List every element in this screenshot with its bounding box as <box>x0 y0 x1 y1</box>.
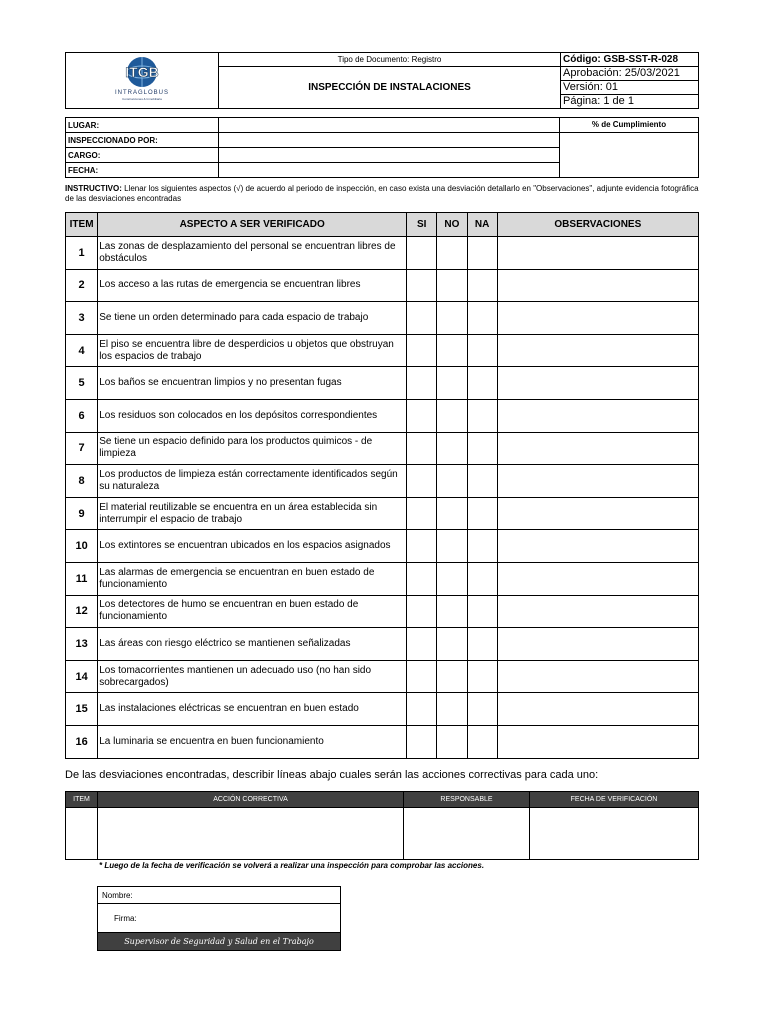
act-resp-cell[interactable] <box>404 808 530 860</box>
table-row <box>66 465 699 498</box>
na-checkbox[interactable] <box>467 595 497 628</box>
logo-name: INTRAGLOBUS <box>114 90 170 96</box>
observation-cell[interactable] <box>497 302 698 335</box>
aspect-text: El material reutilizable se encuentra en un área establecida sin interrumpir el espacio de trabajo <box>98 497 407 530</box>
table-row <box>66 302 699 335</box>
inspeccionado-label: INSPECCIONADO POR: <box>66 133 219 148</box>
item-number: 15 <box>66 693 98 726</box>
version: Versión: 01 <box>561 81 699 95</box>
item-number: 4 <box>66 334 98 367</box>
si-checkbox[interactable] <box>407 725 437 758</box>
si-checkbox[interactable] <box>407 595 437 628</box>
item-number: 8 <box>66 465 98 498</box>
na-checkbox[interactable] <box>467 562 497 595</box>
si-checkbox[interactable] <box>407 237 437 270</box>
no-checkbox[interactable] <box>437 497 467 530</box>
signature-name-label[interactable]: Nombre: <box>98 887 341 904</box>
page-number: Página: 1 de 1 <box>561 95 699 109</box>
aspect-text: Los productos de limpieza están correctamente identificados según su naturaleza <box>98 465 407 498</box>
si-checkbox[interactable] <box>407 660 437 693</box>
item-number: 7 <box>66 432 98 465</box>
si-checkbox[interactable] <box>407 693 437 726</box>
na-checkbox[interactable] <box>467 725 497 758</box>
si-checkbox[interactable] <box>407 530 437 563</box>
observation-cell[interactable] <box>497 660 698 693</box>
act-col-item: ITEM <box>66 792 98 808</box>
item-number: 2 <box>66 269 98 302</box>
signature-role: Supervisor de Seguridad y Salud en el Trabajo <box>98 933 341 951</box>
observation-cell[interactable] <box>497 595 698 628</box>
observation-cell[interactable] <box>497 237 698 270</box>
logo-text: ITGB <box>125 64 159 80</box>
observation-cell[interactable] <box>497 269 698 302</box>
si-checkbox[interactable] <box>407 497 437 530</box>
table-row <box>66 562 699 595</box>
si-checkbox[interactable] <box>407 628 437 661</box>
approval-date: Aprobación: 25/03/2021 <box>561 67 699 81</box>
table-row <box>66 725 699 758</box>
no-checkbox[interactable] <box>437 660 467 693</box>
table-row <box>66 367 699 400</box>
table-row <box>66 497 699 530</box>
na-checkbox[interactable] <box>467 302 497 335</box>
corrective-table <box>65 791 699 860</box>
cargo-field[interactable] <box>219 148 560 163</box>
na-checkbox[interactable] <box>467 628 497 661</box>
observation-cell[interactable] <box>497 693 698 726</box>
table-row <box>66 530 699 563</box>
table-row <box>66 595 699 628</box>
table-row <box>66 334 699 367</box>
cumplimiento-label: % de Cumplimiento <box>560 118 699 133</box>
table-row <box>66 660 699 693</box>
col-obs: OBSERVACIONES <box>497 213 698 237</box>
col-no: NO <box>437 213 467 237</box>
table-row <box>66 269 699 302</box>
inspection-info <box>65 117 699 178</box>
no-checkbox[interactable] <box>437 399 467 432</box>
company-logo <box>107 54 177 102</box>
aspect-text: Las alarmas de emergencia se encuentran en buen estado de funcionamiento <box>98 562 407 595</box>
na-checkbox[interactable] <box>467 334 497 367</box>
observation-cell[interactable] <box>497 530 698 563</box>
aspect-text: Los tomacorrientes mantienen un adecuado uso (no han sido sobrecargados) <box>98 660 407 693</box>
table-row <box>66 399 699 432</box>
no-checkbox[interactable] <box>437 237 467 270</box>
fecha-field[interactable] <box>219 163 560 178</box>
item-number: 14 <box>66 660 98 693</box>
signature-box <box>97 886 341 951</box>
cumplimiento-field[interactable] <box>560 133 699 178</box>
observation-cell[interactable] <box>497 628 698 661</box>
act-date-cell[interactable] <box>530 808 699 860</box>
si-checkbox[interactable] <box>407 334 437 367</box>
observation-cell[interactable] <box>497 562 698 595</box>
si-checkbox[interactable] <box>407 302 437 335</box>
no-checkbox[interactable] <box>437 725 467 758</box>
act-col-date: FECHA DE VERIFICACIÓN <box>530 792 699 808</box>
no-checkbox[interactable] <box>437 432 467 465</box>
no-checkbox[interactable] <box>437 334 467 367</box>
item-number: 6 <box>66 399 98 432</box>
aspect-text: La luminaria se encuentra en buen funcionamiento <box>98 725 407 758</box>
aspect-text: Los acceso a las rutas de emergencia se encuentran libres <box>98 269 407 302</box>
observation-cell[interactable] <box>497 465 698 498</box>
na-checkbox[interactable] <box>467 237 497 270</box>
table-row <box>66 432 699 465</box>
si-checkbox[interactable] <box>407 269 437 302</box>
na-checkbox[interactable] <box>467 432 497 465</box>
aspect-text: Se tiene un orden determinado para cada espacio de trabajo <box>98 302 407 335</box>
no-checkbox[interactable] <box>437 562 467 595</box>
signature-sign-label[interactable]: Firma: <box>98 904 341 933</box>
no-checkbox[interactable] <box>437 302 467 335</box>
no-checkbox[interactable] <box>437 693 467 726</box>
act-action-cell[interactable] <box>98 808 404 860</box>
instructions <box>65 184 699 204</box>
observation-cell[interactable] <box>497 497 698 530</box>
instructions-text: Llenar los siguientes aspectos (√) de acuerdo al periodo de inspección, en caso exista una desviación detallarlo en "Observaciones", adjunte evidencia fotográfica de las desviaciones encontradas <box>65 184 699 203</box>
col-aspect: ASPECTO A SER VERIFICADO <box>98 213 407 237</box>
lugar-field[interactable] <box>219 118 560 133</box>
instructions-label: INSTRUCTIVO: <box>65 184 122 193</box>
act-col-action: ACCIÓN CORRECTIVA <box>98 792 404 808</box>
si-checkbox[interactable] <box>407 562 437 595</box>
aspect-text: Se tiene un espacio definido para los productos quimicos - de limpieza <box>98 432 407 465</box>
observation-cell[interactable] <box>497 334 698 367</box>
act-item-cell[interactable] <box>66 808 98 860</box>
na-checkbox[interactable] <box>467 269 497 302</box>
item-number: 11 <box>66 562 98 595</box>
observation-cell[interactable] <box>497 725 698 758</box>
item-number: 13 <box>66 628 98 661</box>
item-number: 1 <box>66 237 98 270</box>
no-checkbox[interactable] <box>437 465 467 498</box>
observation-cell[interactable] <box>497 367 698 400</box>
na-checkbox[interactable] <box>467 530 497 563</box>
aspect-text: Los detectores de humo se encuentran en buen estado de funcionamiento <box>98 595 407 628</box>
no-checkbox[interactable] <box>437 595 467 628</box>
table-row <box>66 628 699 661</box>
aspect-text: Los extintores se encuentran ubicados en los espacios asignados <box>98 530 407 563</box>
lugar-label: LUGAR: <box>66 118 219 133</box>
table-row <box>66 237 699 270</box>
doc-code: Código: GSB-SST-R-028 <box>561 53 699 67</box>
observation-cell[interactable] <box>497 399 698 432</box>
table-row <box>66 693 699 726</box>
na-checkbox[interactable] <box>467 660 497 693</box>
item-number: 10 <box>66 530 98 563</box>
verification-note: * Luego de la fecha de verificación se volverá a realizar una inspección para comprobar las acciones. <box>99 861 485 870</box>
logo-tagline: Construcciones & Inmobiliaria <box>122 97 162 101</box>
si-checkbox[interactable] <box>407 399 437 432</box>
si-checkbox[interactable] <box>407 432 437 465</box>
aspect-text: Las áreas con riesgo eléctrico se mantienen señalizadas <box>98 628 407 661</box>
aspect-text: Los baños se encuentran limpios y no presentan fugas <box>98 367 407 400</box>
item-number: 3 <box>66 302 98 335</box>
col-item: ITEM <box>66 213 98 237</box>
aspect-text: Las zonas de desplazamiento del personal se encuentran libres de obstáculos <box>98 237 407 270</box>
document-header <box>65 52 699 109</box>
si-checkbox[interactable] <box>407 465 437 498</box>
aspect-text: Los residuos son colocados en los depósitos correspondientes <box>98 399 407 432</box>
na-checkbox[interactable] <box>467 465 497 498</box>
si-checkbox[interactable] <box>407 367 437 400</box>
col-si: SI <box>407 213 437 237</box>
item-number: 12 <box>66 595 98 628</box>
no-checkbox[interactable] <box>437 530 467 563</box>
fecha-label: FECHA: <box>66 163 219 178</box>
na-checkbox[interactable] <box>467 693 497 726</box>
col-na: NA <box>467 213 497 237</box>
na-checkbox[interactable] <box>467 497 497 530</box>
aspect-text: Las instalaciones eléctricas se encuentran en buen estado <box>98 693 407 726</box>
logo-cell <box>66 53 219 109</box>
item-number: 16 <box>66 725 98 758</box>
cargo-label: CARGO: <box>66 148 219 163</box>
observation-cell[interactable] <box>497 432 698 465</box>
no-checkbox[interactable] <box>437 269 467 302</box>
no-checkbox[interactable] <box>437 628 467 661</box>
na-checkbox[interactable] <box>467 399 497 432</box>
item-number: 5 <box>66 367 98 400</box>
no-checkbox[interactable] <box>437 367 467 400</box>
inspeccionado-field[interactable] <box>219 133 560 148</box>
act-col-resp: RESPONSABLE <box>404 792 530 808</box>
item-number: 9 <box>66 497 98 530</box>
corrective-intro: De las desviaciones encontradas, describir líneas abajo cuales serán las acciones correctivas para cada uno: <box>65 769 599 781</box>
doc-title: INSPECCIÓN DE INSTALACIONES <box>219 67 561 109</box>
checklist-table <box>65 212 699 759</box>
aspect-text: El piso se encuentra libre de desperdicios u objetos que obstruyan los espacios de trabajo <box>98 334 407 367</box>
na-checkbox[interactable] <box>467 367 497 400</box>
doc-type: Tipo de Documento: Registro <box>219 53 561 67</box>
